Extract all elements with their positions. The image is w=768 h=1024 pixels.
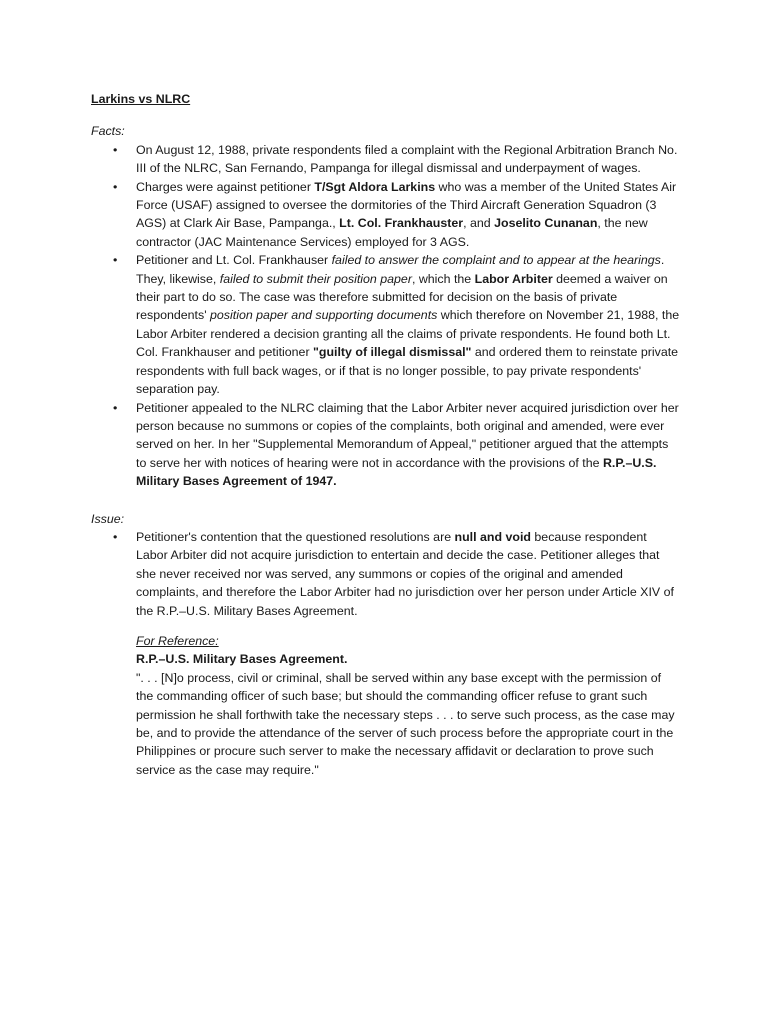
reference-label: For Reference: [136, 633, 219, 648]
bullet-icon: • [113, 142, 118, 157]
reference-quote: ". . . [N]o process, civil or criminal, shall be served within any base except with the permission of the commanding officer of such base; but should the commanding officer refuse to grant such permission he shall forthwith take the necessary steps . . . to serve such process, as the case may be, and to provide the attendance of the server of such process before the appropriate court in the Philippines or procure such server to make the necessary affidavit or declaration to prove such service as the case may require." [136, 670, 675, 777]
list-item: • Charges were against petitioner T/Sgt Aldora Larkins who was a member of the United States Air Force (USAF) assigned to oversee the dormitories of the Third Aircraft Generation Squadron (3 AGS) at Clark Air Base, Pampanga., Lt. Col. Frankhauster, and Joselito Cunanan, the new contractor (JAC Maintenance Services) employed for 3 AGS. [113, 179, 677, 249]
issue-list [91, 528, 681, 620]
bullet-icon: • [113, 400, 118, 415]
facts-list [91, 141, 681, 491]
bullet-icon: • [113, 529, 118, 544]
list-item: • Petitioner and Lt. Col. Frankhauser failed to answer the complaint and to appear at the hearings. They, likewise, failed to submit their position paper, which the Labor Arbiter deemed a waiver on their part to do so. The case was therefore submitted for decision on the basis of private respondents' position paper and supporting documents which therefore on November 21, 1988, the Labor Arbiter rendered a decision granting all the claims of private respondents. He found both Lt. Col. Frankhauser and petitioner "guilty of illegal dismissal" and ordered them to reinstate private respondents with full back wages, or if that is no longer possible, to pay private respondents' separation pay. [113, 253, 680, 397]
document-body [91, 90, 681, 779]
reference-heading: R.P.–U.S. Military Bases Agreement. [136, 652, 348, 667]
section-spacer [91, 491, 681, 510]
reference-block [91, 632, 681, 779]
bullet-icon: • [113, 253, 118, 268]
issue-label: Issue: [91, 511, 125, 526]
section-spacer [91, 620, 681, 632]
bullet-icon: • [113, 179, 118, 194]
list-item: • Petitioner appealed to the NLRC claiming that the Labor Arbiter never acquired jurisdiction over her person because no summons or copies of the complaints, both original and amended, were ever served on her. In her "Supplemental Memorandum of Appeal," petitioner argued that the attempts to serve her with notices of hearing were not in accordance with the provisions of the R.P.–U.S. Military Bases Agreement of 1947. [113, 400, 679, 489]
facts-label: Facts: [91, 124, 125, 139]
list-item: • Petitioner's contention that the questioned resolutions are null and void because respondent Labor Arbiter did not acquire jurisdiction to entertain and decide the case. Petitioner alleges that she never received nor was served, any summons or copies of the original and amended complaints, and therefore the Labor Arbiter had no jurisdiction over her person under Article XIV of the R.P.–U.S. Military Bases Agreement. [113, 529, 674, 618]
case-title: Larkins vs NLRC [91, 92, 191, 106]
list-item: • On August 12, 1988, private respondents filed a complaint with the Regional Arbitration Branch No. III of the NLRC, San Fernando, Pampanga for illegal dismissal and underpayment of wages. [113, 142, 678, 176]
